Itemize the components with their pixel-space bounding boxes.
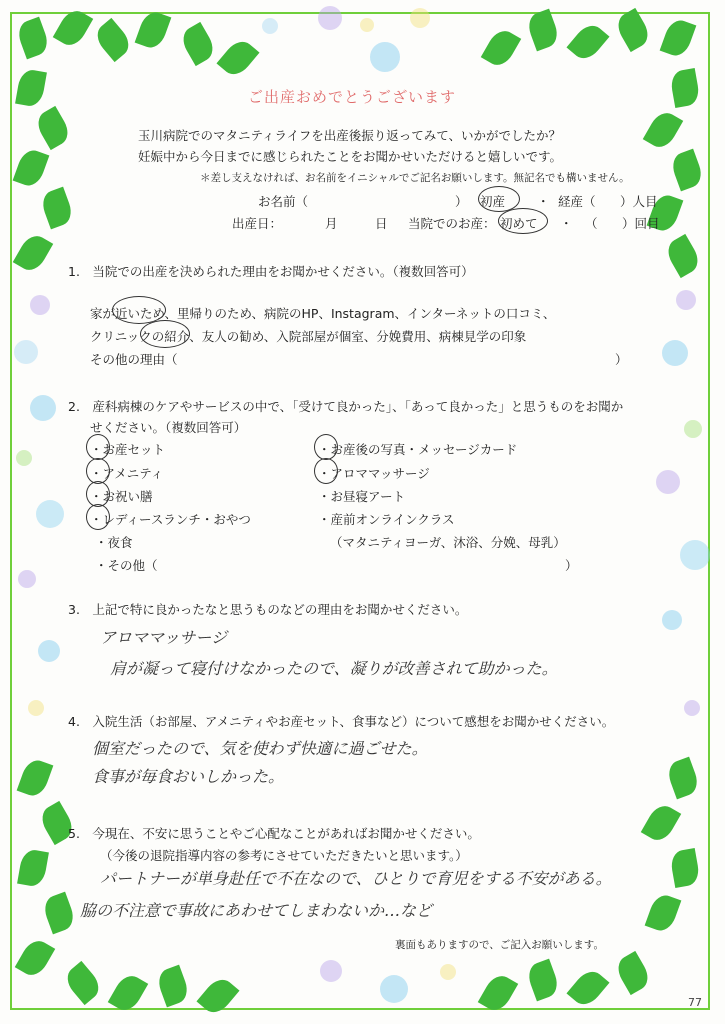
- q4-question: 4. 入院生活（お部屋、アメニティやお産セット、食事など）について感想をお聞かせください。: [68, 714, 615, 729]
- parity-sep: ・: [537, 194, 550, 209]
- q5-question: 5. 今現在、不安に思うことやご心配なことがあればお聞かせください。: [68, 826, 480, 841]
- hospital-label: 当院でのお産：: [408, 216, 496, 231]
- q2-option-aroma-massage[interactable]: ・アロママッサージ: [318, 466, 430, 481]
- q2-option-other[interactable]: ・その他（: [95, 558, 158, 573]
- q3-answer-line-1: アロママッサージ: [100, 628, 228, 647]
- selection-circle: [86, 434, 110, 460]
- selection-circle: [314, 434, 338, 460]
- q4-answer-line-2: 食事が毎食おいしかった。: [92, 767, 285, 786]
- birth-day: 日: [375, 216, 388, 231]
- name-label: お名前（: [258, 194, 309, 209]
- parity-first-option[interactable]: 初産: [480, 194, 506, 209]
- q1-other-label: その他の理由（: [90, 352, 178, 367]
- q2-option-photo-card[interactable]: ・お産後の写真・メッセージカード: [318, 442, 518, 457]
- q4-answer-line-1: 個室だったので、気を使わず快適に過ごせた。: [92, 739, 428, 758]
- q2-other-close: ）: [565, 558, 578, 573]
- q2-option-osan-set[interactable]: ・お産セット: [90, 442, 166, 457]
- q2-option-celebration-meal[interactable]: ・お祝い膳: [90, 489, 153, 504]
- q2-option-online-class[interactable]: ・産前オンラインクラス: [318, 512, 455, 527]
- q3-question: 3. 上記で特に良かったなと思うものなどの理由をお聞かせください。: [68, 602, 468, 617]
- back-side-note: 裏面もありますので、ご記入お願いします。: [395, 939, 604, 951]
- q2-question-line-1: 2. 産科病棟のケアやサービスの中で、「受けて良かった」、「あって良かった」と思うものをお聞か: [68, 399, 624, 414]
- parity-multi-option[interactable]: 経産（: [558, 194, 596, 209]
- hospital-unit: ）回目: [622, 216, 660, 231]
- q2-option-amenity[interactable]: ・アメニティ: [90, 466, 164, 481]
- birth-date-label: 出産日：: [232, 216, 283, 231]
- hospital-paren: （: [585, 216, 598, 231]
- q5-sub: （今後の退院指導内容の参考にさせていただきたいと思います。）: [100, 848, 468, 863]
- page-title: ご出産おめでとうございます: [248, 88, 457, 106]
- q3-answer-line-2: 肩が凝って寝付けなかったので、凝りが改善されて助かった。: [110, 659, 558, 678]
- q2-option-ladies-lunch[interactable]: ・レディースランチ・おやつ: [90, 512, 251, 527]
- hospital-sep: ・: [560, 216, 573, 231]
- q1-other-close: ）: [615, 352, 628, 367]
- q2-option-late-meal[interactable]: ・夜食: [95, 535, 133, 550]
- intro-line-1: 玉川病院でのマタニティライフを出産後振り返ってみて、いかがでしたか？: [138, 128, 562, 143]
- q2-online-class-detail: （マタニティヨーガ、沐浴、分娩、母乳）: [330, 535, 566, 550]
- selection-circle: [498, 208, 548, 234]
- name-note: ＊差し支えなければ、お名前をイニシャルでご記名お願いします。無記名でも構いません。: [200, 172, 630, 184]
- q1-question: 1. 当院での出産を決められた理由をお聞かせください。（複数回答可）: [68, 264, 474, 279]
- q2-question-line-2: せください。（複数回答可）: [90, 420, 247, 435]
- birth-month: 月: [325, 216, 338, 231]
- name-close: ）: [455, 194, 468, 209]
- page-number: 77: [688, 996, 702, 1009]
- selection-circle: [314, 458, 338, 484]
- q5-answer-line-2: 脇の不注意で事故にあわせてしまわないか…など: [80, 901, 433, 920]
- selection-circle: [140, 320, 190, 348]
- q1-options-line-1: 家が近いため、里帰りのため、病院のHP、Instagram、インターネットの口コミ、: [90, 306, 556, 321]
- intro-line-2: 妊娠中から今日までに感じられたことをお聞かせいただけると嬉しいです。: [138, 149, 563, 164]
- q2-option-nap-art[interactable]: ・お昼寝アート: [318, 489, 406, 504]
- parity-unit: ）人目: [620, 194, 658, 209]
- q5-answer-line-1: パートナーが単身赴任で不在なので、ひとりで育児をする不安がある。: [100, 869, 612, 888]
- selection-circle: [86, 504, 110, 530]
- q1-options-line-2: クリニックの紹介、友人の勧め、入院部屋が個室、分娩費用、病棟見学の印象: [90, 329, 527, 344]
- hospital-first-option[interactable]: 初めて: [500, 216, 538, 231]
